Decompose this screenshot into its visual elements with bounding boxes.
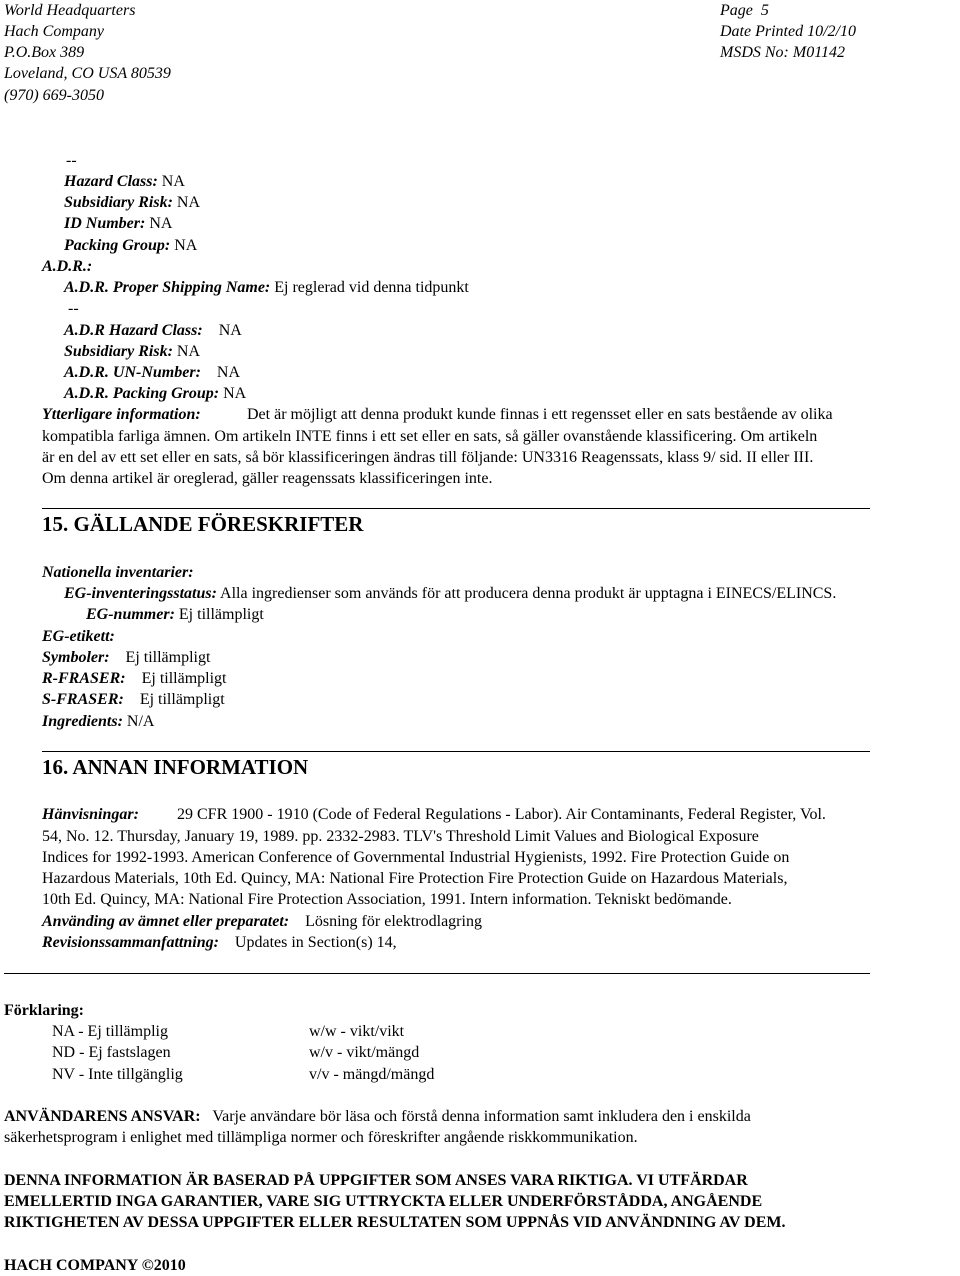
footer-copyright: HACH COMPANY ©2010 <box>4 1257 186 1274</box>
divider <box>42 751 870 752</box>
eg-label-heading: EG-etikett: <box>42 628 115 645</box>
legend-item: ND - Ej fastslagen <box>52 1044 171 1061</box>
legend-item: v/v - mängd/mängd <box>309 1066 435 1083</box>
date-printed: Date Printed 10/2/10 <box>720 23 856 40</box>
packing-group: Packing Group: NA <box>64 237 198 254</box>
legend-item: NA - Ej tillämplig <box>52 1023 168 1040</box>
header-line: Hach Company <box>4 23 104 40</box>
references-line: Indices for 1992-1993. American Conference of Governmental Industrial Hygienists, 1992. Fire Protection Guide on <box>42 849 790 866</box>
page-number: Page 5 <box>720 2 769 19</box>
additional-info-line: Det är möjligt att denna produkt kunde finnas i ett regensset eller en sats bestående av olika <box>247 406 833 423</box>
adr-packing-group: A.D.R. Packing Group: NA <box>64 385 247 402</box>
disclaimer-line: DENNA INFORMATION ÄR BASERAD PÅ UPPGIFTER SOM ANSES VARA RIKTIGA. VI UTFÄRDAR <box>4 1172 748 1189</box>
intended-use: Använding av ämnet eller preparatet: Lösning för elektrodlagring <box>42 913 482 930</box>
s-phrases: S-FRASER: Ej tillämpligt <box>42 691 225 708</box>
id-number: ID Number: NA <box>64 215 173 232</box>
divider <box>42 508 870 509</box>
r-phrases: R-FRASER: Ej tillämpligt <box>42 670 227 687</box>
additional-info-line: är en del av ett set eller en sats, så bör klassificeringen ändras till följande: UN3316 Reagenssats, klass 9/ sid. II eller III. <box>42 449 814 466</box>
additional-info-line: kompatibla farliga ämnen. Om artikeln INTE finns i ett set eller en sats, så gäller ovanstående klassificering. Om artikeln <box>42 428 818 445</box>
legend-item: w/w - vikt/vikt <box>309 1023 405 1040</box>
adr-proper-shipping-name: A.D.R. Proper Shipping Name: Ej reglerad vid denna tidpunkt <box>64 279 469 296</box>
references-label: Hänvisningar: <box>42 806 139 823</box>
additional-info-label: Ytterligare information: <box>42 406 201 423</box>
hazard-class: Hazard Class: NA <box>64 173 185 190</box>
national-inventories-label: Nationella inventarier: <box>42 564 194 581</box>
adr-hazard-class: A.D.R Hazard Class: NA <box>64 322 242 339</box>
msds-number: MSDS No: M01142 <box>720 44 846 61</box>
section-title: 15. GÄLLANDE FÖRESKRIFTER <box>42 512 364 536</box>
references-line: 10th Ed. Quincy, MA: National Fire Protection Association, 1991. Intern information. Tekniskt bedömande. <box>42 891 732 908</box>
revision-summary: Revisionssammanfattning: Updates in Section(s) 14, <box>42 934 397 951</box>
eg-number: EG-nummer: Ej tillämpligt <box>86 606 264 623</box>
adr-subsidiary-risk: Subsidiary Risk: NA <box>64 343 201 360</box>
ingredients: Ingredients: N/A <box>42 713 155 730</box>
separator-dash: -- <box>68 300 79 317</box>
adr-heading: A.D.R.: <box>42 258 93 275</box>
header-line: (970) 669-3050 <box>4 87 104 104</box>
section-title: 16. ANNAN INFORMATION <box>42 755 309 779</box>
additional-info-line: Om denna artikel är oreglerad, gäller reagenssats klassificeringen inte. <box>42 470 493 487</box>
separator-dash: -- <box>66 152 77 169</box>
divider <box>4 973 870 974</box>
disclaimer-line: EMELLERTID INGA GARANTIER, VARE SIG UTTRYCKTA ELLER UNDERFÖRSTÅDDA, ANGÅENDE <box>4 1193 763 1210</box>
legend-item: w/v - vikt/mängd <box>309 1044 420 1061</box>
disclaimer-line: RIKTIGHETEN AV DESSA UPPGIFTER ELLER RESULTATEN SOM UPPNÅS VID ANVÄNDNING AV DEM. <box>4 1214 786 1231</box>
adr-un-number: A.D.R. UN-Number: NA <box>64 364 240 381</box>
responsibility-line: ANVÄNDARENS ANSVAR: Varje användare bör läsa och förstå denna information samt inkludera den i enskilda <box>4 1108 751 1125</box>
header-line: P.O.Box 389 <box>4 44 85 61</box>
symbols: Symboler: Ej tillämpligt <box>42 649 211 666</box>
references-line: 54, No. 12. Thursday, January 19, 1989. pp. 2332-2983. TLV's Threshold Limit Values and Biological Exposure <box>42 828 759 845</box>
subsidiary-risk: Subsidiary Risk: NA <box>64 194 201 211</box>
legend-title: Förklaring: <box>4 1002 84 1019</box>
eg-inventory-status: EG-inventeringsstatus: Alla ingredienser som används för att producera denna produkt är upptagna i EINECS/ELINCS. <box>64 585 837 602</box>
header-line: Loveland, CO USA 80539 <box>4 65 171 82</box>
responsibility-line: säkerhetsprogram i enlighet med tillämpliga normer och föreskrifter angående riskkommunikation. <box>4 1129 638 1146</box>
references-line: Hazardous Materials, 10th Ed. Quincy, MA: National Fire Protection Fire Protection Guide on Hazardous Materials, <box>42 870 788 887</box>
header-line: World Headquarters <box>4 2 136 19</box>
references-line: 29 CFR 1900 - 1910 (Code of Federal Regulations - Labor). Air Contaminants, Federal Register, Vol. <box>177 806 826 823</box>
legend-item: NV - Inte tillgänglig <box>52 1066 183 1083</box>
